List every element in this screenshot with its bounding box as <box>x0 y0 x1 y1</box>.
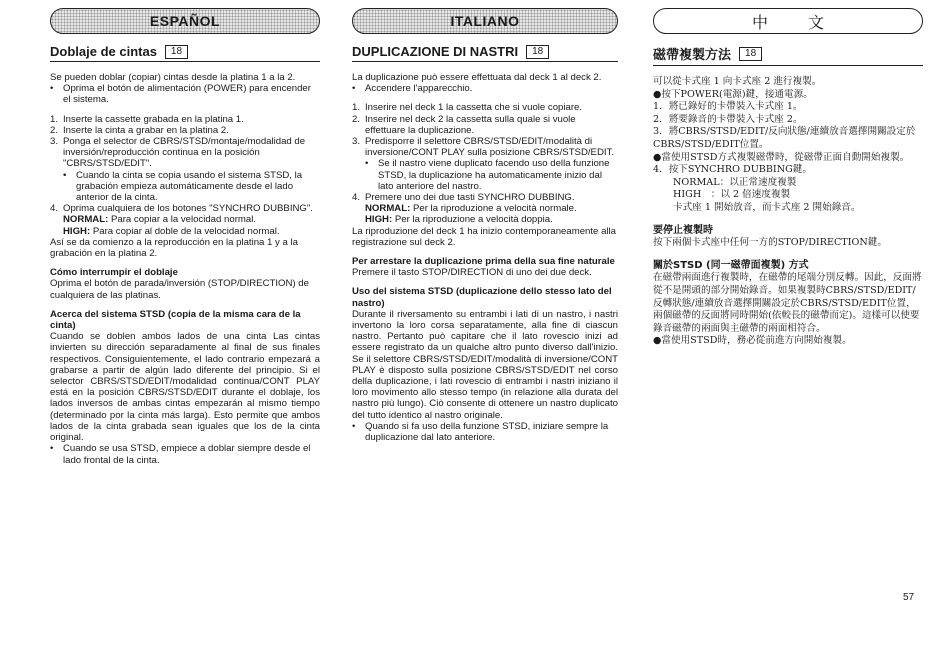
chinese-stop-title: 要停止複製時 <box>653 224 713 236</box>
spanish-reference-box: 18 <box>165 45 188 59</box>
chinese-body <box>653 76 923 348</box>
chinese-column <box>653 8 923 348</box>
spanish-stsd-text: Cuando se doblen ambos lados de una cinta Las cintas invierten su dirección separadamente al final de sus finales respectivos. Consiguientemente, el lado contrario empezará a grabarse a partir de algún lado diferente del principio. Si el selector CBRS/STSD/EDIT/modalidad continua/CONT PLAY está en la posición CBRS/STSD/EDIT durante el doblaje, los lados inversos de ambas cintas empezarán al mismo tiempo (determinado por la cinta más larga). Esto permite que ambos lados de la cinta grabada sean iguales que los de la cinta original. <box>50 331 320 444</box>
italian-language-tab: ITALIANO <box>352 8 618 34</box>
italian-after-text: La riproduzione del deck 1 ha inizio contemporaneamente alla registrazione sul deck 2. <box>352 225 616 248</box>
chinese-line-step-4: 4．按下SYNCHRO DUBBING鍵。 <box>653 164 812 176</box>
italian-stsd-bullet: • Quando si fa uso della funzione STSD, iniziare sempre la duplicazione dal lato anteriore. <box>352 420 609 444</box>
italian-intro: La duplicazione può essere effettuata dal deck 1 al deck 2. <box>352 72 602 83</box>
italian-column <box>352 8 618 443</box>
chinese-language-tab: 中文 <box>653 8 923 34</box>
spanish-stsd-bullet: • Cuando se usa STSD, empiece a doblar siempre desde el lado frontal de la cinta. <box>50 443 311 466</box>
italian-high-line: HIGH: Per la riproduzione a velocità doppia. <box>365 214 553 226</box>
italian-stsd-text: Durante il riversamento su entrambi i lati di un nastro, i nastri invertono la loro corsa separatamente, alla fine di ciascun nastro. Pertanto può capitare che il lato rovescio inizi ad essere registrato da un qualche altro punto diverso dall'inizio. Se il selettore CBRS/STSD/EDIT/modalità di inversione/CONT PLAY è disposto sulla posizione CBRS/STSD/EDIT nel corso della duplicazione, i lati rovescio di entrambi i nastri iniziano il loro movimento allo stesso tempo (in relazione alla durata del nastro più lungo). Ciò consente di ottenere un nastro duplicato del tutto identico al nastro originale. <box>352 308 618 421</box>
chinese-stsd-title: 關於STSD (同一磁帶面複製) 方式 <box>653 259 809 271</box>
chinese-stsd-text: 在磁帶兩面進行複製時，在磁帶的尾端分別反轉。因此，反面將從不是開頭的部分開始錄音。如果複製時CBRS/STSD/EDIT/反轉狀態/連續放音選擇開關設定於CBRS/STSD/EDIT位置，兩個磁帶的反面將同時開始(依較長的磁帶而定)。這樣可以使要錄音磁帶的兩面與主磁帶的兩面相符合。 <box>653 272 922 334</box>
chinese-line-stsd-note: ●當使用STSD方式複製磁帶時，從磁帶正面自動開始複製。 <box>653 151 910 163</box>
italian-stop-text: Premere il tasto STOP/DIRECTION di uno dei due deck. <box>352 267 592 279</box>
spanish-after-text: Así se da comienzo a la reproducción en la platina 1 y a la grabación en la platina 2. <box>50 236 298 260</box>
italian-step-3-note: • Se il nastro viene duplicato facendo uso della funzione STSD, la duplicazione ha automaticamente inizio dal lato anteriore del nastro. <box>365 158 610 192</box>
italian-body <box>352 72 618 443</box>
italian-heading <box>352 44 618 59</box>
italian-stop-title: Per arrestare la duplicazione prima della sua fine naturale <box>352 256 615 268</box>
spanish-column <box>50 8 320 466</box>
italian-title: DUPLICAZIONE DI NASTRI <box>352 44 519 59</box>
spanish-stsd-title: Acerca del sistema STSD (copia de la misma cara de la cinta) <box>50 308 301 332</box>
italian-bullet-power: • Accendere l'apparecchio. <box>352 83 473 95</box>
chinese-line-step-2: 2．將要錄音的卡帶裝入卡式座 2。 <box>653 113 803 125</box>
spanish-title: Doblaje de cintas <box>50 44 157 59</box>
chinese-heading-rule <box>653 65 923 66</box>
spanish-interrupt-text: Oprima el botón de parada/inversión (STOP/DIRECTION) de cualquiera de las platinas. <box>50 278 309 301</box>
spanish-step-4: 4. Oprima cualquiera de los botones "SYNCHRO DUBBING". <box>50 203 313 215</box>
spanish-normal-line: NORMAL: Para copiar a la velocidad normal. <box>63 214 257 226</box>
spanish-language-tab: ESPAÑOL <box>50 8 320 34</box>
spanish-heading <box>50 44 320 59</box>
spanish-step-3: 3. Ponga el selector de CBRS/STSD/montaje/modalidad de inversión/reproducción continua en la posición "CBRS/STSD/EDIT". <box>50 136 306 170</box>
spanish-heading-rule <box>50 61 320 62</box>
italian-step-2: 2. Inserire nel deck 2 la cassetta sulla quale si vuole effettuare la duplicazione. <box>352 113 576 136</box>
spanish-step-1: 1. Inserte la cassette grabada en la platina 1. <box>50 113 244 125</box>
spanish-body <box>50 72 320 466</box>
chinese-stsd-bullet: ●當使用STSD時，務必從前進方向開始複製。 <box>653 335 852 347</box>
italian-step-4: 4. Premere uno dei due tasti SYNCHRO DUBBING. <box>352 192 575 204</box>
italian-reference-box: 18 <box>526 45 549 59</box>
italian-step-3: 3. Predisporre il selettore CBRS/STSD/EDIT/modalità di inversione/CONT PLAY sulla posizione CBRS/STSD/EDIT. <box>352 136 615 159</box>
spanish-bullet-power: • Oprima el botón de alimentación (POWER) para encender el sistema. <box>50 83 311 106</box>
chinese-stop-text: 按下兩個卡式座中任何一方的STOP/DIRECTION鍵。 <box>653 237 887 249</box>
chinese-reference-box: 18 <box>739 47 762 61</box>
spanish-step-3-note: • Cuando la cinta se copia usando el sistema STSD, la grabación empieza automáticamente desde el lado anterior de la cinta. <box>63 169 303 204</box>
italian-normal-line: NORMAL: Per la riproduzione a velocità normale. <box>365 203 577 215</box>
chinese-title: 磁帶複製方法 <box>653 48 732 63</box>
chinese-line-step-1: 1．將已錄好的卡帶裝入卡式座 1。 <box>653 101 803 113</box>
italian-step-1: 1. Inserire nel deck 1 la cassetta che si vuole copiare. <box>352 102 583 114</box>
spanish-interrupt-title: Cómo interrumpir el doblaje <box>50 267 178 279</box>
page-number: 57 <box>903 592 915 603</box>
chinese-heading <box>653 44 923 63</box>
chinese-line-step-3: 3．將CBRS/STSD/EDIT/反向狀態/連續放音選擇開關設定於CBRS/STSD/EDIT位置。 <box>653 126 916 150</box>
chinese-line-high: HIGH ：以 2 倍速度複製 <box>673 189 791 201</box>
chinese-line-normal: NORMAL：以正常速度複製 <box>673 176 797 188</box>
italian-stsd-title: Uso del sistema STSD (duplicazione dello stesso lato del nastro) <box>352 286 612 309</box>
italian-heading-rule <box>352 61 618 62</box>
spanish-intro: Se pueden doblar (copiar) cintas desde la platina 1 a la 2. <box>50 72 296 83</box>
chinese-line-power: ●按下POWER(電源)鍵，接通電源。 <box>653 88 813 100</box>
spanish-step-2: 2. Inserte la cinta a grabar en la platina 2. <box>50 124 229 136</box>
chinese-line-result: 卡式座 1 開始放音，而卡式座 2 開始錄音。 <box>673 201 861 213</box>
chinese-line-intro: 可以從卡式座 1 向卡式座 2 進行複製。 <box>653 76 822 87</box>
spanish-high-line: HIGH: Para copiar al doble de la velocidad normal. <box>63 225 280 237</box>
